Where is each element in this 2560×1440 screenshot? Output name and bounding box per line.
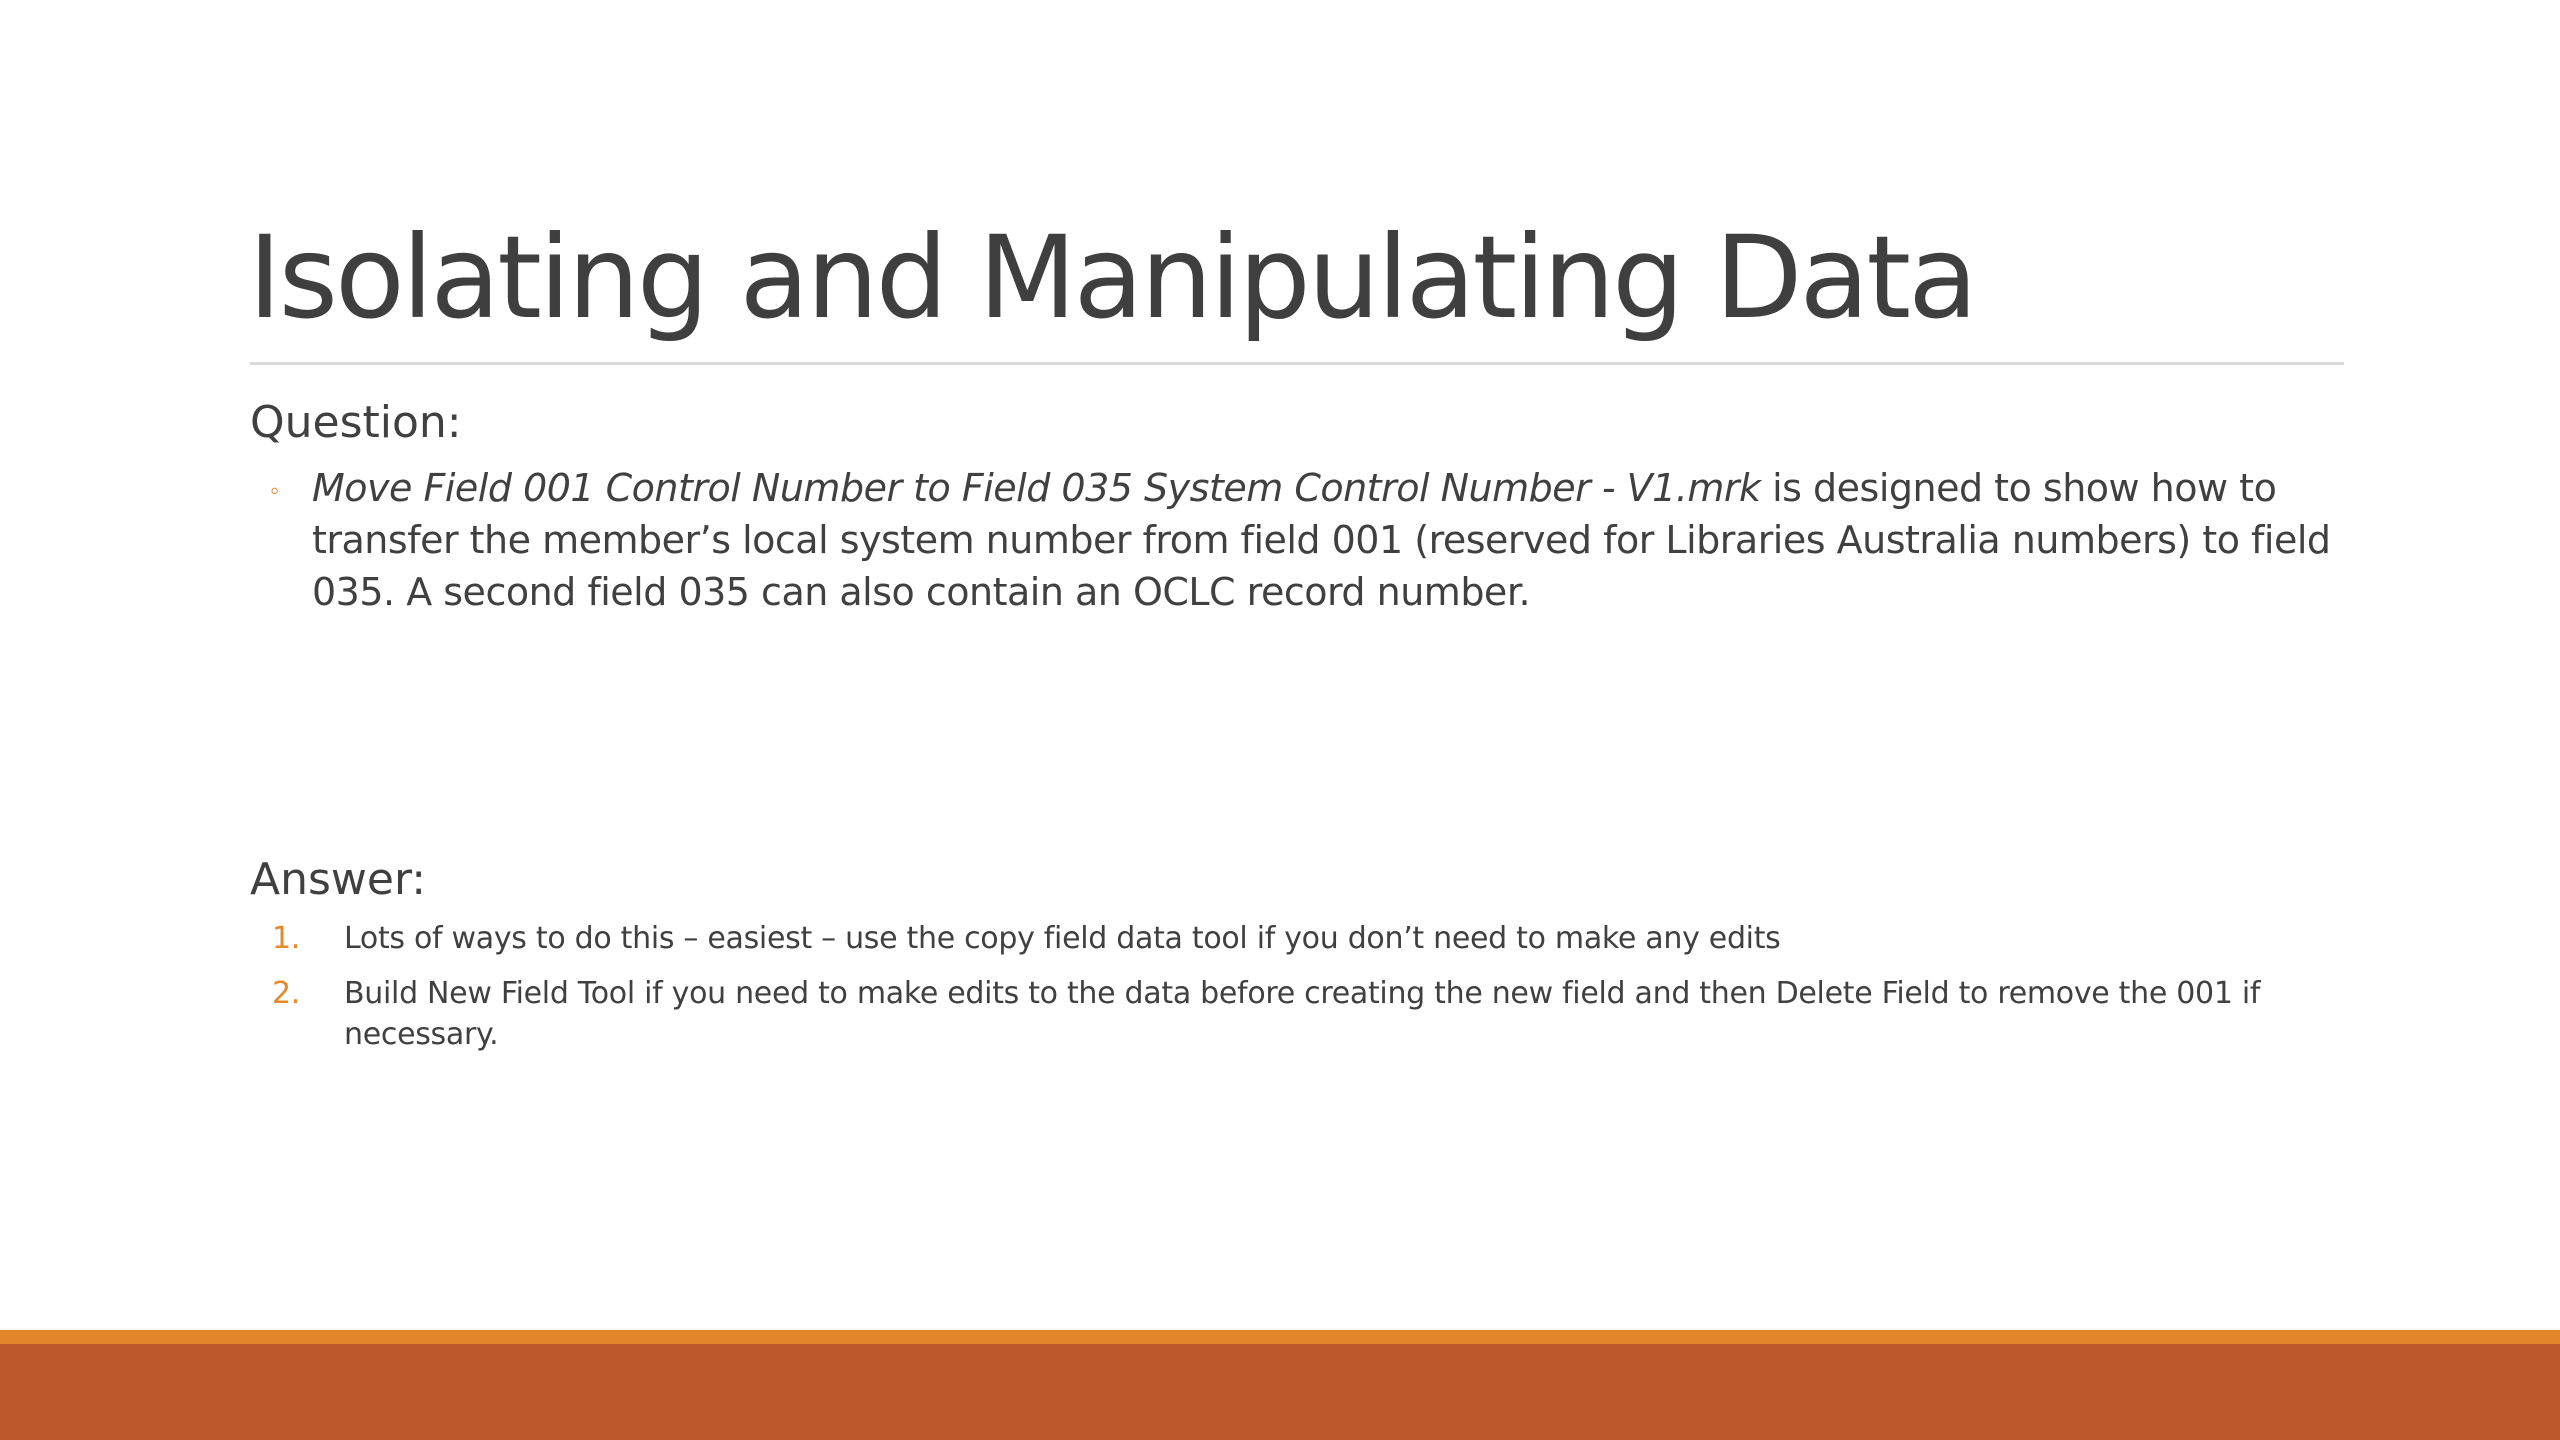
question-text [312,462,2342,618]
question-filename: Move Field 001 Control Number to Field 035 System Control Number - V1.mrk [312,466,1761,510]
question-description: is designed to show how to transfer the member’s local system number from field 001 (reserved for Libraries Australia numbers) to field 035. A second field 035 can also contain an OCLC record number. [312,466,2331,614]
answer-item-1 [270,918,2350,959]
title-divider [250,362,2344,365]
slide-title: Isolating and Manipulating Data [248,211,1975,344]
answer-label: Answer: [250,854,427,905]
footer-bar [0,1344,2560,1440]
answer-list [270,918,2350,1069]
answer-item-2 [270,973,2350,1055]
answer-number: 2. [272,976,301,1011]
answer-text: Lots of ways to do this – easiest – use the copy field data tool if you don’t need to make any edits [344,921,1781,956]
answer-text: Build New Field Tool if you need to make edits to the data before creating the new field and then Delete Field to remove the 001 if necessary. [344,976,2261,1052]
question-bullet-icon: ◦ [270,475,280,505]
footer-accent-bar [0,1330,2560,1344]
answer-number: 1. [272,921,301,956]
question-label: Question: [250,397,462,448]
